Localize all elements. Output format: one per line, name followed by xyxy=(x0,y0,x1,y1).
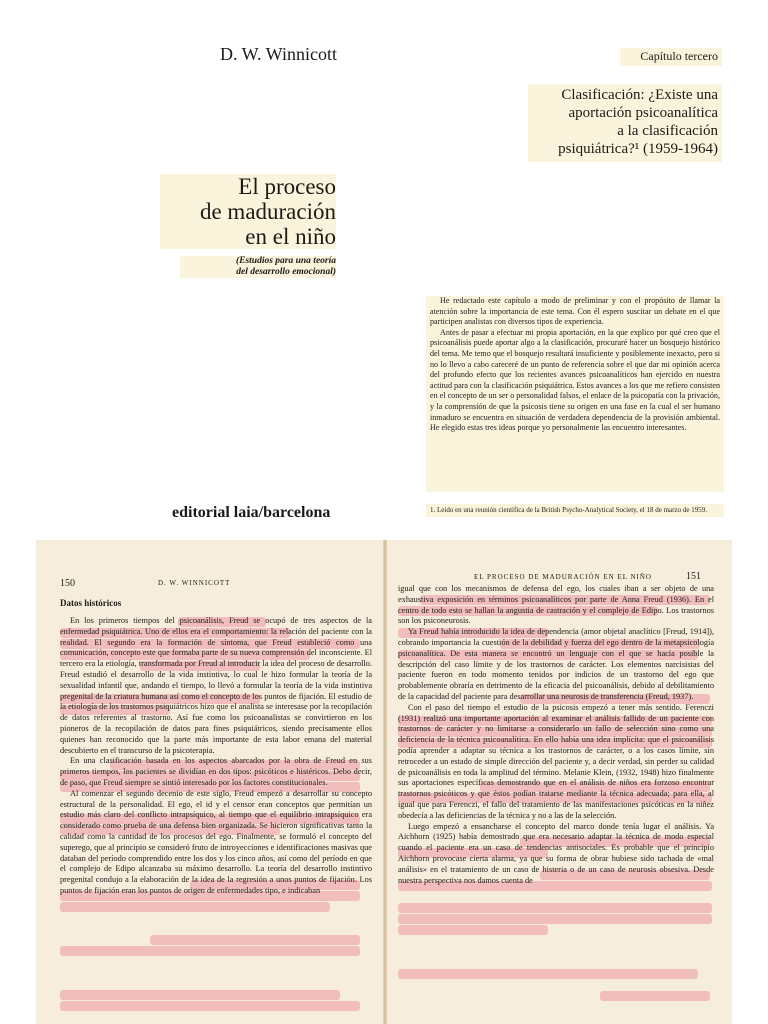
chapter-title-line: a la clasificación xyxy=(617,123,718,139)
chapter-title xyxy=(528,84,722,162)
body-paragraph: En los primeros tiempos del psicoanálisis, Freud se ocupó de tres aspectos de la enfermedad psiquiátrica. Uno de ellos era el comportamiento: la relación del paciente con la realidad. El segundo era la formación de síntoma, que Freud estableció como una comunicación, concepto este que formaba parte de su nueva comprensión del inconsciente. El tercero era la etiología, transformada por Freud al introducir la idea del proceso de desarrollo. Freud estudió el desarrollo de la vida instintiva, lo cual le hizo formular la teoría de la sexualidad infantil que, andando el tiempo, lo llevó a formular la teoría de la vida instintiva pregenital de la criatura humana así como el concepto de los puntos de fijación. El estudio de la etiología de los trastornos psiquiátricos hizo que el analista se interesase por la recopilación de datos referentes al trastorno. Así fue como los psicoanalistas se convirtieron en los pioneros de la recopilación de datos para fines psiquiátricos, siendo precisamente ellos quienes han reconocido que la parte más importante de esta labor emana del material descubierto en el transcurso de la psicoterapia. xyxy=(60,616,372,755)
chapter-footnote: 1. Leído en una reunión científica de la British Psycho-Analytical Society, el 18 de marzo de 1959. xyxy=(426,504,724,517)
body-paragraph: Ya Freud había introducido la idea de dependencia (amor objetal anaclítico [Freud, 1914]), cobrando importancia la cuestión de la debilidad y fuerza del ego dentro de la metapsicología psicoanalítica. De esta manera se encontró un lenguaje con el que se hacía posible la descripción del caso límite y de los trastornos de carácter. Los elementos narcisistas del paciente fueron en todo momento tenidos por indicios de un trastorno del ego que probablemente obraría en detrimento de la eficacia del psicoanálisis, debido al debilitamiento de la capacidad del paciente para desarrollar una neurosis de transferencia (Freud, 1937). xyxy=(398,627,714,701)
highlight-mark xyxy=(150,935,360,945)
cover-title-line: de maduración xyxy=(199,199,336,224)
book-gutter xyxy=(383,540,387,1024)
highlight-mark xyxy=(398,925,548,935)
page-number: 150 xyxy=(60,578,75,589)
cover-author: D. W. Winnicott xyxy=(220,44,337,64)
page-number: 151 xyxy=(686,571,701,582)
chapter-title-line: aportación psicoanalítica xyxy=(568,105,718,121)
chapter-title-line: Clasificación: ¿Existe una xyxy=(561,87,718,103)
chapter-intro xyxy=(426,296,724,492)
intro-paragraph: He redactado este capítulo a modo de preliminar y con el propósito de llamar la atención sobre la importancia de este tema. Con él espero suscitar un debate en el que participen analistas con diversos tipos de experiencia. xyxy=(430,296,720,327)
body-paragraph: Con el paso del tiempo el estudio de la psicosis empezó a tener más sentido. Ferenczi (1931) realizó una importante aportación al examinar el análisis fallido de un paciente con trastornos de carácter y no limitarse a considerarlo un fallo de selección sino como una deficiencia de la técnica psicoanalítica. En ello había una idea implícita: que el psicoanálisis podía aprender a adaptar su técnica a los trastornos de carácter, o a los casos límite, sin retroceder a un estado de simple dirección del paciente y, a decir verdad, sin perder su calidad de psicoanálisis en toda la amplitud del término. Melanie Klein, (1932, 1948) hizo finalmente sus aportaciones específicas demostrando que en el análisis de niños era forzoso encontrar trastornos psicóticos y que éstos podían tratarse mediante la técnica adecuada; para ella, al igual que para Ferenczi, el fallo del tratamiento de las manifestaciones psicóticas en la niñez obedecía a las deficiencias de la técnica y no a las de la selección. xyxy=(398,702,714,820)
running-head: D. W. WINNICOTT xyxy=(158,579,231,587)
chapter-title-line: psiquiátrica?¹ (1959-1964) xyxy=(558,141,718,157)
left-page-text xyxy=(60,616,372,897)
highlight-mark xyxy=(60,946,360,956)
section-title: Datos históricos xyxy=(60,598,122,608)
body-paragraph: Al comenzar el segundo decenio de este siglo, Freud empezó a desarrollar su concepto estructural de la personalidad. El ego, el id y el censor eran conceptos que permitían un estudio más claro del conflicto intrapsíquico, al tiempo que el equilibrio intrapsíquico era considerado como prueba de una defensa bien organizada. Se hicieron significativas tanto la calidad como la cantidad de los procesos del ego. Finalmente, se formuló el concepto del superego, que al principio se consideró fruto de introyecciones e identificaciones masivas que databan del período comprendido entre los dos y los cinco años, así como del período en que el complejo de Edipo alcanzaba su máximo desarrollo. La teoría del desarrollo instintivo pregenital condujo a la elaboración de la idea de la regresión a unos puntos de fijación. Los puntos de fijación eran los puntos de origen de enfermedades tipo, e indicaban xyxy=(60,788,372,895)
highlight-mark xyxy=(60,1001,360,1011)
highlight-mark xyxy=(398,903,712,913)
right-page-text xyxy=(398,584,714,886)
cover-subtitle xyxy=(180,256,336,278)
cover-title-line: en el niño xyxy=(245,224,336,249)
highlight-mark xyxy=(60,990,340,1000)
cover-title-line: El proceso xyxy=(238,174,336,199)
cover-publisher: editorial laia/barcelona xyxy=(172,504,331,521)
cover-title xyxy=(160,174,336,249)
running-head: EL PROCESO DE MADURACIÓN EN EL NIÑO xyxy=(474,573,652,581)
highlight-mark xyxy=(398,969,698,979)
highlight-mark xyxy=(60,902,330,912)
highlight-mark xyxy=(398,914,712,924)
intro-paragraph: Antes de pasar a efectuar mi propia aportación, en la que explico por qué creo que el psicoanálisis puede aportar algo a la clasificación, procuraré hacer un bosquejo histórico del tema. Me temo que el bosquejo resultará insuficiente y posiblemente inexacto, pero si no lo llevo a cabo careceré de un punto de referencia sobre el que dar mi opinión acerca del profundo efecto que los recientes avances psicoanalíticos han ejercido en nuestra actitud para con la clasificación psiquiátrica. Estos avances a los que me refiero consisten en el concepto de un ser o personalidad falsos, el enlace de la psicopatía con la privación, y la comprensión de que la psicosis tiene su origen en una fase en la cual el ser humano inmaduro se encuentra en situación de verdadera dependencia de la provisión ambiental. He elegido estas tres ideas porque yo personalmente las encuentro interesantes. xyxy=(430,327,720,433)
body-paragraph: igual que con los mecanismos de defensa del ego, los cuales iban a ser objeto de una exhaustiva exposición en términos psicoanalíticos por parte de Anna Freud (1936). En el centro de todo esto se hallan la angustia de castración y el complejo de Edipo. Los trastornos son los psiconeurosis. xyxy=(398,584,714,626)
cover-subtitle-line: del desarrollo emocional) xyxy=(236,267,336,277)
body-paragraph: Luego empezó a ensancharse el concepto del marco donde tenía lugar el análisis. Ya Aichhorn (1925) había demostrado que era necesario adaptar la técnica de modo especial cuando el paciente era un caso de tendencias antisociales. Es probable que el principio Aichhorn provocase cierta alarma, ya que su forma de obrar hubiese sido tachada de «mal análisis» en el tratamiento de un caso de histeria o de un caso de neurosis obsesiva. Desde nuestra perspectiva nos damos cuenta de xyxy=(398,821,714,885)
cover-subtitle-line: (Estudios para una teoría xyxy=(235,256,336,266)
body-paragraph: En una clasificación basada en los aspectos abarcados por la obra de Freud en sus primeros tiempos, los pacientes se dividían en dos tipos: psicóticos e histéricos. Debo decir, de paso, que Freud siempre se sintió interesado por los factores constitucionales. xyxy=(60,756,372,787)
chapter-label: Capítulo tercero xyxy=(620,48,722,66)
highlight-mark xyxy=(600,991,710,1001)
